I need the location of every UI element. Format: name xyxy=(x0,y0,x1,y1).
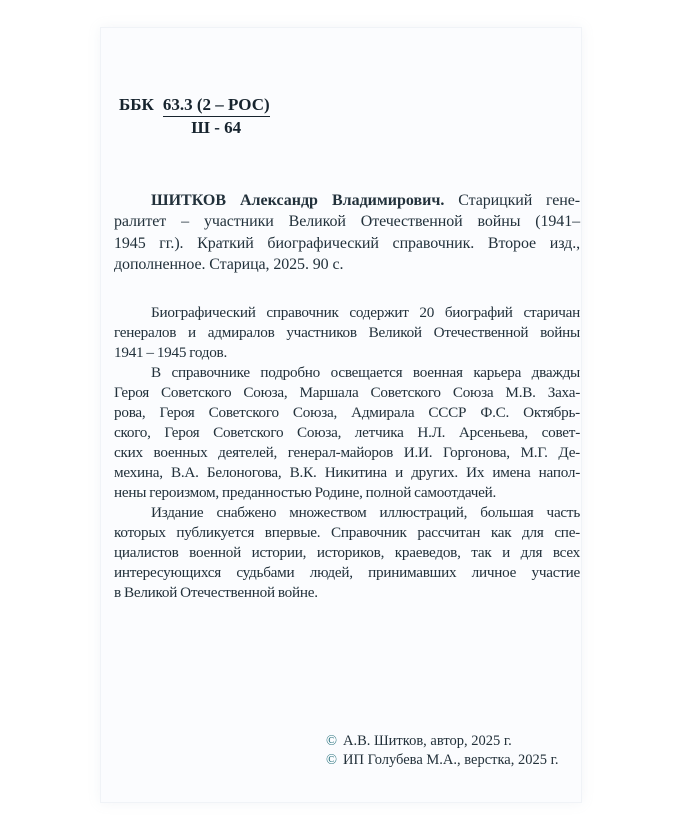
annotation-line: Героя Советского Союза, Маршала Советского Союза М.В. Заха- xyxy=(114,384,580,401)
book-page xyxy=(100,27,582,803)
copyright-layout-text: ИП Голубева М.А., верстка, 2025 г. xyxy=(343,751,559,768)
copyright-symbol: © xyxy=(326,751,338,768)
annotation-line: интересующихся судьбами людей, принимавших личное участие xyxy=(114,564,580,581)
copyright-symbol: © xyxy=(326,733,338,749)
annotation-line: 1941 – 1945 годов. xyxy=(114,344,228,361)
annotation-line: Издание снабжено множеством иллюстраций, большая часть xyxy=(151,504,580,521)
annotation-line: рова, Героя Советского Союза, Адмирала СССР Ф.С. Октябрь- xyxy=(114,404,580,421)
citation-line-4: дополненное. Старица, 2025. 90 с. xyxy=(114,256,344,274)
annotation-text xyxy=(114,304,580,604)
annotation-paragraph-2 xyxy=(114,364,580,504)
annotation-line: ского, Героя Советского Союза, летчика Н.Л. Арсеньева, совет- xyxy=(114,424,580,441)
citation-line-2: ралитет – участники Великой Отечественной войны (1941– xyxy=(114,213,580,231)
annotation-line: в Великой Отечественной войне. xyxy=(114,584,318,601)
citation-author-name: ШИТКОВ Александр Владимирович. xyxy=(151,192,445,209)
annotation-line: мехина, В.А. Белоногова, В.К. Никитина и других. Их имена напол- xyxy=(114,464,580,481)
citation-line-3: 1945 гг.). Краткий биографический справочник. Второе изд., xyxy=(114,234,580,252)
copyright-line-author xyxy=(326,732,559,751)
annotation-paragraph-1 xyxy=(114,304,580,364)
citation-line-1 xyxy=(114,192,580,213)
copyright-block xyxy=(326,732,559,769)
bbk-classification xyxy=(119,94,270,138)
annotation-line: циалистов военной истории, историков, краеведов, так и для всех xyxy=(114,544,580,561)
copyright-author-text: А.В. Шитков, автор, 2025 г. xyxy=(343,733,512,749)
annotation-line: генералов и адмиралов участников Великой Отечественной войны xyxy=(114,324,580,341)
citation-title-start: Старицкий гене- xyxy=(444,192,580,209)
annotation-line: В справочнике подробно освещается военная карьера дважды xyxy=(151,364,580,381)
bibliographic-citation xyxy=(114,192,580,278)
bbk-label: ББК xyxy=(119,95,154,114)
annotation-line: Биографический справочник содержит 20 биографий старичан xyxy=(151,304,580,321)
bbk-code-column xyxy=(163,94,270,138)
annotation-line: ских военных деятелей, генерал-майоров И.И. Горгонова, М.Г. Де- xyxy=(114,444,580,461)
bbk-code: 63.3 (2 – РОС) xyxy=(163,94,270,117)
copyright-line-layout xyxy=(326,751,559,770)
annotation-paragraph-3 xyxy=(114,504,580,604)
bbk-author-sign: Ш - 64 xyxy=(191,118,242,137)
annotation-line: которых публикуется впервые. Справочник рассчитан как для спе- xyxy=(114,524,580,541)
annotation-line: нены героизмом, преданностью Родине, полной самоотдачей. xyxy=(114,484,497,501)
